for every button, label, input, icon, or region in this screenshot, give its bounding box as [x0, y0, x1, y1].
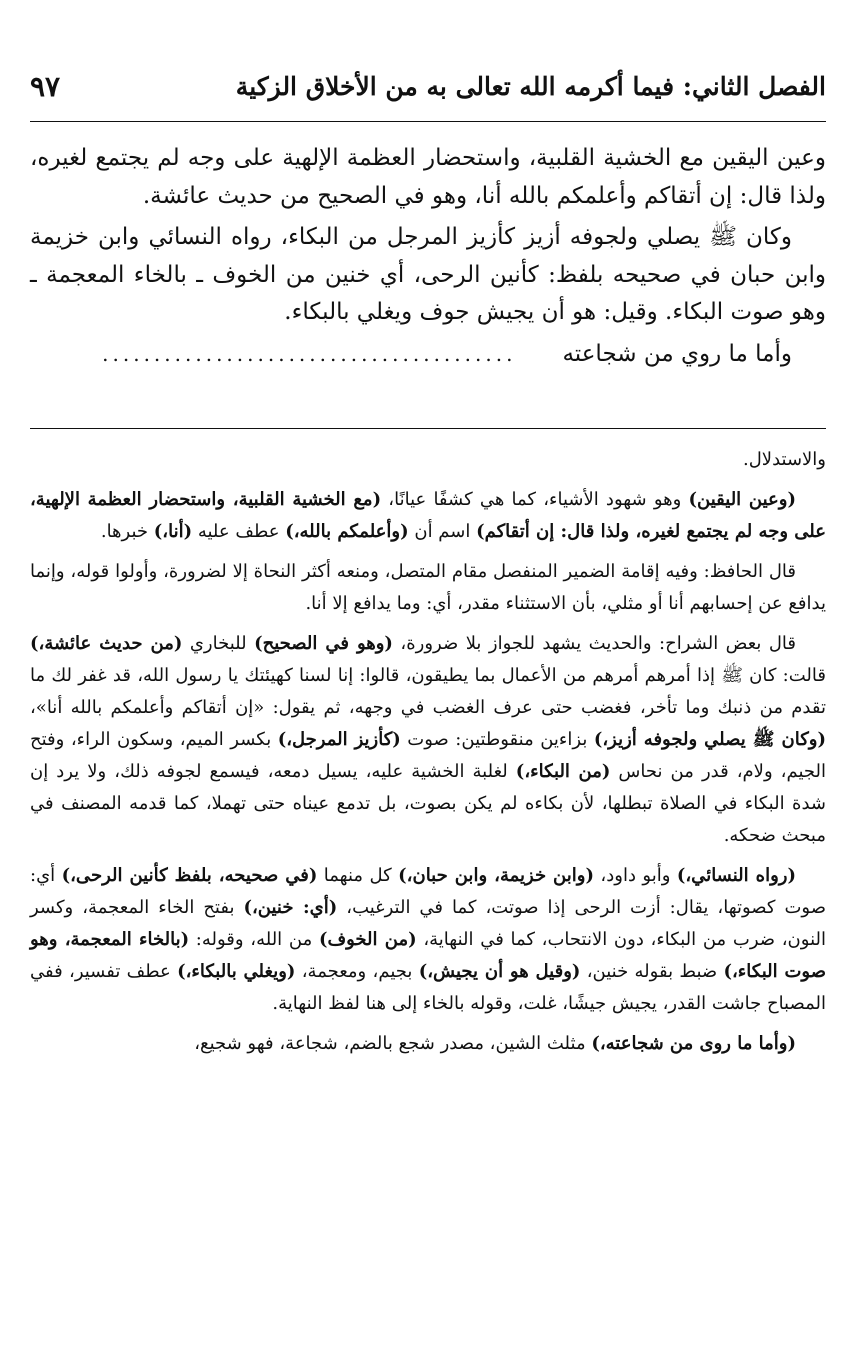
quoted-matn-phrase: (بالخاء المعجمة، وهو صوت البكاء،) [30, 929, 826, 982]
commentary-phrase: عطف عليه [192, 521, 286, 542]
commentary-paragraph: قال الحافظ: وفيه إقامة الضمير المنفصل مقام المتصل، ومنعه أكثر النحاة إلا لضرورة، وأولوا قوله، وإنما يدافع عن إحسابهم أنا أو مثلي، بأن الاستثناء مقدر، أي: وما يدافع إلا أنا. [30, 561, 826, 614]
quoted-matn-phrase: (من حديث عائشة،) [30, 633, 183, 654]
commentary-phrase: وأبو داود، [593, 865, 677, 886]
quoted-matn-phrase: (وقيل هو أن يجيش،) [418, 961, 581, 982]
quoted-matn-phrase: (رواه النسائي،) [676, 865, 796, 886]
quoted-matn-phrase: (مع الخشية القلبية، واستحضار العظمة الإلهية، على وجه لم يجتمع لغيره، ولذا قال: إن أتقاكم) [30, 489, 826, 542]
page-number: ٩٧ [30, 70, 61, 103]
quoted-matn-phrase: (من البكاء،) [515, 761, 611, 782]
quoted-matn-phrase: (وهو في الصحيح) [254, 633, 393, 654]
quoted-matn-phrase: (من الخوف) [318, 929, 417, 950]
commentary-phrase: بجيم، ومعجمة، [295, 961, 419, 982]
quoted-matn-phrase: (في صحيحه، بلفظ كأنين الرحى،) [61, 865, 318, 886]
commentary-paragraph [30, 628, 826, 852]
commentary-phrase: من الله، وقوله: [189, 929, 319, 950]
main-paragraph: وعين اليقين مع الخشية القلبية، واستحضار العظمة الإلهية على وجه لم يجتمع لغيره، ولذا قال: إن أتقاكم وأعلمكم بالله أنا، وهو في الصحيح من حديث عائشة. [30, 145, 826, 209]
quoted-matn-phrase: (وعين اليقين) [688, 489, 796, 510]
header-rule [30, 121, 826, 122]
commentary-phrase: قالت: كان ﷺ إذا أمرهم أمرهم من الأعمال بما يطيقون، قالوا: إنا لسنا كهيئتك يا رسول الله، قد غفر لك ما تقدم من ذنبك وما تأخر، فغضب حتى عرف الغضب في وجهه، ثم يقول: «إن أتقاكم وأعلمكم بالله أنا»، [30, 665, 826, 718]
commentary-phrase: لغلبة الخشية عليه، يسيل دمعه، فيسمع لجوفه ذلك، ولا يرد إن شدة البكاء في الصلاة تبطلها، لأن بكاءه لم يكن بصوت، بل تدمع عيناه حتى تهملا، كما قدمه المصنف في مبحث ضحكه. [30, 761, 826, 846]
continuation-dots: ........................................ [102, 341, 517, 366]
main-text [30, 140, 826, 373]
quoted-matn-phrase: (أنا،) [153, 521, 193, 542]
main-paragraph: وكان ﷺ يصلي ولجوفه أزيز كأزيز المرجل من البكاء، رواه النسائي وابن خزيمة وابن حبان في صحيحه بلفظ: كأنين الرحى، أي خنين من الخوف ـ بالخاء المعجمة ـ وهو صوت البكاء. وقيل: هو أن يجيش جوف ويغلي بالبكاء. [30, 224, 826, 325]
quoted-matn-phrase: (أي: خنين،) [243, 897, 338, 918]
quoted-matn-phrase: (وأعلمكم بالله،) [285, 521, 409, 542]
commentary-phrase: بفتح الخاء المعجمة، وكسر النون، ضرب من البكاء، دون الانتحاب، كما في النهاية، [30, 897, 826, 950]
page-header [30, 62, 826, 112]
quoted-matn-phrase: (ويغلي بالبكاء،) [177, 961, 296, 982]
main-paragraph-text: وأما ما روي من شجاعته [562, 340, 792, 367]
chapter-title: الفصل الثاني: فيما أكرمه الله تعالى به من الأخلاق الزكية [235, 72, 826, 101]
commentary-phrase: مثلث الشين، مصدر شجع بالضم، شجاعة، فهو شجيع، [194, 1033, 592, 1054]
quoted-matn-phrase: (وكان ﷺ يصلي ولجوفه أزيز،) [593, 729, 827, 750]
commentary-paragraph: والاستدلال. [743, 449, 826, 470]
commentary-phrase: ضبط بقوله خنين، [580, 961, 724, 982]
commentary-text [30, 444, 826, 1060]
commentary-paragraph [30, 1028, 826, 1060]
commentary-phrase: للبخاري [182, 633, 255, 654]
commentary-phrase: كل منهما [317, 865, 399, 886]
book-page [30, 0, 826, 1360]
commentary-phrase: بزاءين منقوطتين: صوت [400, 729, 594, 750]
commentary-paragraph [30, 484, 826, 548]
quoted-matn-phrase: (وابن خزيمة، وابن حبان،) [398, 865, 594, 886]
section-divider [30, 428, 826, 429]
commentary-phrase: اسم أن [408, 521, 477, 542]
commentary-phrase: بكسر الميم، وسكون الراء، وفتح الجيم، ولام، قدر من نحاس [30, 729, 827, 782]
commentary-paragraph [30, 860, 826, 1020]
commentary-phrase: قال بعض الشراح: والحديث يشهد للجواز بلا ضرورة، [392, 633, 797, 654]
main-paragraph-continuation [30, 336, 826, 374]
commentary-phrase: وهو شهود الأشياء، كما هي كشفًا عيانًا، [381, 489, 689, 510]
commentary-phrase: عطف تفسير، ففي المصباح جاشت القدر، يجيش جيشًا، غلت، وقوله بالخاء إلى هنا لفظ النهاية. [30, 961, 826, 1014]
quoted-matn-phrase: (وأما ما روى من شجاعته،) [591, 1033, 796, 1054]
commentary-phrase: خبرها. [100, 521, 154, 542]
commentary-phrase: أي: صوت كصوتها، يقال: أزت الرحى إذا صوتت، كما في الترغيب، [30, 865, 826, 918]
quoted-matn-phrase: (كأزيز المرجل،) [277, 729, 401, 750]
